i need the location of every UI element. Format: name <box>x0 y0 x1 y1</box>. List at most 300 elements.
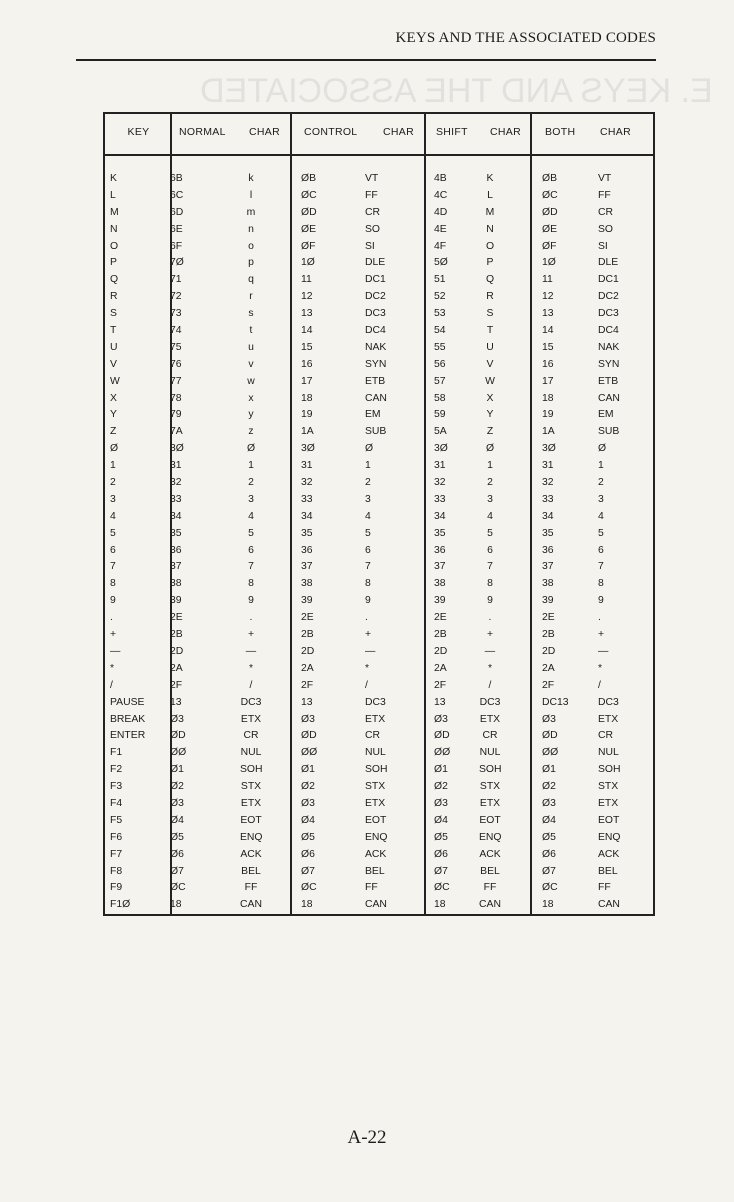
table-header <box>105 114 653 156</box>
cell-normal-code: 2B <box>170 629 183 641</box>
cell-control-char: DC2 <box>365 291 386 303</box>
cell-key: BREAK <box>110 713 146 725</box>
cell-shift-char: K <box>486 173 494 184</box>
cell-normal-code: 74 <box>170 325 182 337</box>
cell-shift-char: P <box>486 257 494 269</box>
cell-normal-code: 2A <box>170 662 183 674</box>
cell-shift-code: 5A <box>434 426 447 438</box>
cell-normal-char: ETX <box>240 797 262 809</box>
cell-control-code: Ø2 <box>301 781 315 793</box>
cell-normal-code: 79 <box>170 409 182 421</box>
cell-shift-code: 4D <box>434 206 448 218</box>
cell-normal-code: ØC <box>170 882 186 894</box>
table-row <box>105 728 653 745</box>
cell-normal-char: FF <box>244 882 258 894</box>
cell-key: Q <box>110 274 119 286</box>
cell-both-char: STX <box>598 781 619 793</box>
cell-control-char: SO <box>365 223 381 235</box>
cell-both-char: DC1 <box>598 274 619 286</box>
cell-shift-code: 4B <box>434 173 447 184</box>
cell-control-char: ETB <box>365 375 386 387</box>
cell-normal-char: CAN <box>240 899 262 911</box>
cell-key: 8 <box>110 578 116 590</box>
cell-shift-code: 39 <box>434 595 446 607</box>
cell-shift-code: ØØ <box>434 747 451 759</box>
table-row <box>105 576 653 593</box>
cell-normal-char: n <box>248 223 254 235</box>
cell-normal-char: v <box>248 358 254 370</box>
cell-control-char: NAK <box>365 341 387 353</box>
cell-key: R <box>110 291 118 303</box>
cell-control-char: 8 <box>365 578 371 590</box>
cell-shift-char: T <box>486 325 494 337</box>
cell-key: F5 <box>110 814 123 826</box>
table-row <box>105 239 653 256</box>
cell-normal-code: 33 <box>170 493 182 505</box>
cell-control-code: 3Ø <box>301 443 315 455</box>
cell-both-char: BEL <box>598 865 618 877</box>
cell-both-char: Ø <box>598 443 607 455</box>
cell-control-code: 37 <box>301 561 313 573</box>
cell-shift-char: S <box>486 308 494 320</box>
cell-normal-code: 72 <box>170 291 182 303</box>
cell-normal-code: Ø1 <box>170 764 184 776</box>
cell-normal-code: Ø3 <box>170 713 184 725</box>
table-row <box>105 796 653 813</box>
cell-control-char: — <box>365 645 376 657</box>
cell-normal-char: ETX <box>240 713 262 725</box>
cell-both-char: 4 <box>598 510 604 522</box>
cell-both-char: / <box>598 679 601 691</box>
cell-both-code: ØC <box>542 882 558 894</box>
cell-normal-char: y <box>248 409 254 421</box>
cell-shift-char: R <box>486 291 494 303</box>
cell-normal-code: 7Ø <box>170 257 184 269</box>
cell-normal-char: + <box>247 629 255 641</box>
cell-normal-code: ØØ <box>170 747 187 759</box>
cell-shift-code: 2D <box>434 645 448 657</box>
cell-shift-char: 6 <box>487 544 493 556</box>
cell-control-char: / <box>365 679 368 691</box>
cell-both-code: ØE <box>542 223 558 235</box>
cell-control-char: * <box>365 662 370 674</box>
table-row <box>105 779 653 796</box>
cell-both-code: 13 <box>542 308 554 320</box>
cell-control-code: 2B <box>301 629 314 641</box>
cell-shift-code: 18 <box>434 899 446 911</box>
cell-key: 7 <box>110 561 116 573</box>
cell-shift-char: Q <box>485 274 495 286</box>
table-row <box>105 864 653 881</box>
cell-control-char: STX <box>365 781 386 793</box>
cell-normal-char: 3 <box>248 493 254 505</box>
cell-normal-code: 34 <box>170 510 182 522</box>
table-row <box>105 458 653 475</box>
table-row <box>105 424 653 441</box>
cell-normal-char: STX <box>240 781 262 793</box>
cell-shift-char: Ø <box>485 443 495 455</box>
cell-control-code: 19 <box>301 409 313 421</box>
table-row <box>105 813 653 830</box>
cell-key: F9 <box>110 882 123 894</box>
cell-both-char: CAN <box>598 899 620 911</box>
cell-both-code: 38 <box>542 578 554 590</box>
cell-both-code: 16 <box>542 358 554 370</box>
cell-normal-code: 35 <box>170 527 182 539</box>
cell-both-char: SYN <box>598 358 620 370</box>
table-row <box>105 593 653 610</box>
cell-both-char: ENQ <box>598 831 621 843</box>
table-row <box>105 712 653 729</box>
cell-both-char: DC2 <box>598 291 619 303</box>
cell-key: * <box>110 662 115 674</box>
cell-both-code: Ø3 <box>542 797 556 809</box>
cell-shift-char: V <box>486 358 494 370</box>
cell-shift-char: EOT <box>479 814 501 826</box>
cell-both-code: Ø6 <box>542 848 556 860</box>
cell-normal-code: Ø3 <box>170 797 184 809</box>
cell-key: 6 <box>110 544 116 556</box>
cell-shift-code: 2B <box>434 629 447 641</box>
cell-control-char: ETX <box>365 797 386 809</box>
cell-shift-code: 38 <box>434 578 446 590</box>
cell-control-char: SUB <box>365 426 387 438</box>
cell-shift-char: STX <box>479 781 501 793</box>
cell-normal-code: 37 <box>170 561 182 573</box>
cell-control-code: ØC <box>301 189 317 201</box>
cell-both-code: ØF <box>542 240 557 252</box>
cell-key: P <box>110 257 117 269</box>
cell-shift-code: Ø4 <box>434 814 448 826</box>
cell-shift-code: 37 <box>434 561 446 573</box>
cell-control-code: 36 <box>301 544 313 556</box>
cell-both-char: ETX <box>598 713 619 725</box>
cell-shift-code: 4E <box>434 223 447 235</box>
column-header-normal-char: CHAR <box>249 126 280 138</box>
cell-both-char: + <box>598 629 605 641</box>
cell-shift-char: 7 <box>487 561 493 573</box>
table-row <box>105 306 653 323</box>
table-row <box>105 323 653 340</box>
cell-both-code: 14 <box>542 325 554 337</box>
cell-control-code: Ø5 <box>301 831 315 843</box>
cell-both-code: 15 <box>542 341 554 353</box>
cell-shift-char: M <box>485 206 495 218</box>
table-row <box>105 543 653 560</box>
cell-control-code: ØD <box>301 206 317 218</box>
cell-control-char: CAN <box>365 392 387 404</box>
cell-shift-char: X <box>486 392 494 404</box>
cell-both-char: SO <box>598 223 614 235</box>
cell-control-char: DC3 <box>365 308 386 320</box>
cell-control-code: 18 <box>301 899 313 911</box>
cell-both-char: FF <box>598 189 611 201</box>
cell-control-code: 18 <box>301 392 313 404</box>
cell-shift-char: 8 <box>487 578 493 590</box>
cell-both-code: 2E <box>542 612 555 624</box>
cell-shift-char: 9 <box>487 595 493 607</box>
key-code-table <box>103 112 655 916</box>
cell-normal-char: Ø <box>246 443 256 455</box>
table-row <box>105 695 653 712</box>
cell-both-char: FF <box>598 882 611 894</box>
cell-key: 4 <box>110 510 116 522</box>
cell-control-code: Ø1 <box>301 764 315 776</box>
table-row <box>105 610 653 627</box>
cell-control-code: 12 <box>301 291 313 303</box>
cell-both-code: 2D <box>542 645 556 657</box>
cell-normal-code: 18 <box>170 899 182 911</box>
cell-normal-code: 7A <box>170 426 183 438</box>
cell-shift-code: 33 <box>434 493 446 505</box>
cell-both-code: ØC <box>542 189 558 201</box>
cell-control-code: 2E <box>301 612 314 624</box>
table-row <box>105 441 653 458</box>
cell-both-code: 34 <box>542 510 554 522</box>
cell-control-char: SOH <box>365 764 388 776</box>
cell-both-code: 2F <box>542 679 555 691</box>
cell-control-char: ACK <box>365 848 387 860</box>
cell-control-char: + <box>365 629 372 641</box>
cell-both-char: * <box>598 662 603 674</box>
cell-normal-code: 3Ø <box>170 443 184 455</box>
cell-shift-code: Ø3 <box>434 797 448 809</box>
table-row <box>105 559 653 576</box>
cell-control-char: DLE <box>365 257 386 269</box>
cell-key: F6 <box>110 831 123 843</box>
cell-control-code: Ø3 <box>301 713 315 725</box>
cell-normal-char: * <box>248 662 254 674</box>
cell-both-code: 17 <box>542 375 554 387</box>
cell-both-char: ACK <box>598 848 620 860</box>
table-row <box>105 171 653 188</box>
cell-shift-code: Ø6 <box>434 848 448 860</box>
cell-both-code: ØD <box>542 206 558 218</box>
column-header-key: KEY <box>127 126 150 138</box>
cell-control-code: ØØ <box>301 747 318 759</box>
table-row <box>105 289 653 306</box>
cell-shift-code: 53 <box>434 308 446 320</box>
cell-control-char: 2 <box>365 477 371 489</box>
cell-shift-char: . <box>488 612 492 624</box>
page-header: KEYS AND THE ASSOCIATED CODES <box>395 30 656 46</box>
cell-control-code: ØD <box>301 730 317 742</box>
cell-both-code: Ø3 <box>542 713 556 725</box>
cell-control-char: DC4 <box>365 325 386 337</box>
cell-control-char: 3 <box>365 493 371 505</box>
cell-both-code: Ø2 <box>542 781 556 793</box>
cell-normal-char: . <box>249 612 253 624</box>
cell-control-code: 14 <box>301 325 313 337</box>
cell-key: Ø <box>110 443 119 455</box>
cell-both-code: 35 <box>542 527 554 539</box>
cell-both-code: DC13 <box>542 696 569 708</box>
cell-both-code: 36 <box>542 544 554 556</box>
cell-both-char: CAN <box>598 392 620 404</box>
cell-normal-code: 2F <box>170 679 183 691</box>
cell-both-code: 2A <box>542 662 555 674</box>
cell-both-code: Ø7 <box>542 865 556 877</box>
cell-control-char: CR <box>365 206 381 218</box>
cell-normal-code: 39 <box>170 595 182 607</box>
cell-normal-char: 8 <box>248 578 254 590</box>
cell-both-char: VT <box>598 173 612 184</box>
cell-control-code: 13 <box>301 308 313 320</box>
cell-normal-char: EOT <box>240 814 262 826</box>
cell-both-char: . <box>598 612 601 624</box>
cell-normal-char: 1 <box>248 460 254 472</box>
cell-shift-char: Z <box>486 426 494 438</box>
cell-control-code: ØF <box>301 240 316 252</box>
cell-shift-char: SOH <box>479 764 502 776</box>
cell-control-code: Ø4 <box>301 814 315 826</box>
cell-control-char: DC1 <box>365 274 386 286</box>
cell-both-code: 3Ø <box>542 443 556 455</box>
cell-both-code: 18 <box>542 392 554 404</box>
cell-control-char: SI <box>365 240 375 252</box>
table-body <box>105 171 653 914</box>
cell-both-char: NAK <box>598 341 620 353</box>
table-row <box>105 509 653 526</box>
cell-normal-char: — <box>245 645 257 657</box>
cell-shift-code: 54 <box>434 325 446 337</box>
cell-both-code: 1A <box>542 426 555 438</box>
cell-control-code: 17 <box>301 375 313 387</box>
cell-both-code: ØB <box>542 173 558 184</box>
cell-normal-code: 38 <box>170 578 182 590</box>
cell-control-char: BEL <box>365 865 385 877</box>
table-row <box>105 188 653 205</box>
table-row <box>105 745 653 762</box>
cell-control-char: 6 <box>365 544 371 556</box>
cell-normal-char: 2 <box>248 477 254 489</box>
cell-key: F1Ø <box>110 899 131 911</box>
cell-control-char: SYN <box>365 358 387 370</box>
table-row <box>105 661 653 678</box>
cell-shift-code: Ø2 <box>434 781 448 793</box>
cell-normal-char: t <box>249 325 253 337</box>
cell-shift-char: 2 <box>487 477 493 489</box>
cell-shift-code: 4C <box>434 189 448 201</box>
cell-normal-code: 75 <box>170 341 182 353</box>
cell-both-code: 11 <box>542 274 553 286</box>
cell-both-code: 33 <box>542 493 554 505</box>
cell-normal-code: 13 <box>170 696 182 708</box>
cell-both-char: CR <box>598 206 614 218</box>
cell-shift-code: 4F <box>434 240 447 252</box>
cell-both-char: NUL <box>598 747 619 759</box>
cell-control-code: ØC <box>301 882 317 894</box>
cell-normal-char: ENQ <box>240 831 263 843</box>
cell-shift-code: 56 <box>434 358 446 370</box>
cell-both-char: — <box>598 645 609 657</box>
cell-both-code: Ø1 <box>542 764 556 776</box>
cell-both-code: 12 <box>542 291 554 303</box>
table-row <box>105 272 653 289</box>
cell-normal-char: u <box>248 341 254 353</box>
cell-normal-char: / <box>249 679 253 691</box>
cell-control-char: CR <box>365 730 381 742</box>
cell-normal-char: o <box>248 240 254 252</box>
cell-normal-char: s <box>248 308 254 320</box>
cell-control-code: Ø7 <box>301 865 315 877</box>
cell-key: / <box>110 679 113 691</box>
cell-control-code: 2D <box>301 645 315 657</box>
cell-normal-char: 5 <box>248 527 254 539</box>
column-header-shift: SHIFT <box>436 126 468 138</box>
table-row <box>105 374 653 391</box>
cell-shift-char: L <box>487 189 493 201</box>
cell-shift-char: Y <box>486 409 494 421</box>
cell-both-code: 2B <box>542 629 555 641</box>
cell-shift-char: ETX <box>479 797 501 809</box>
cell-shift-char: CAN <box>479 899 501 911</box>
table-row <box>105 678 653 695</box>
cell-shift-code: 13 <box>434 696 446 708</box>
cell-control-char: 1 <box>365 460 371 472</box>
cell-shift-char: W <box>485 375 495 387</box>
column-header-both-char: CHAR <box>600 126 631 138</box>
cell-shift-code: 59 <box>434 409 446 421</box>
cell-both-char: SI <box>598 240 608 252</box>
cell-key: X <box>110 392 117 404</box>
cell-control-char: DC3 <box>365 696 386 708</box>
cell-control-code: 13 <box>301 696 313 708</box>
cell-both-code: Ø5 <box>542 831 556 843</box>
cell-shift-char: — <box>484 645 496 657</box>
cell-shift-char: O <box>485 240 495 252</box>
cell-key: Z <box>110 426 117 438</box>
cell-normal-code: 76 <box>170 358 182 370</box>
cell-shift-char: BEL <box>480 865 500 877</box>
cell-control-code: ØB <box>301 173 317 184</box>
cell-control-char: 7 <box>365 561 371 573</box>
cell-shift-code: 58 <box>434 392 446 404</box>
cell-normal-char: r <box>249 291 253 303</box>
column-header-control: CONTROL <box>304 126 358 138</box>
column-header-control-char: CHAR <box>383 126 414 138</box>
cell-control-char: ETX <box>365 713 386 725</box>
cell-normal-code: Ø4 <box>170 814 184 826</box>
cell-control-code: Ø3 <box>301 797 315 809</box>
cell-both-char: DLE <box>598 257 619 269</box>
table-row <box>105 340 653 357</box>
cell-normal-code: 6B <box>170 173 183 184</box>
cell-both-code: 37 <box>542 561 554 573</box>
cell-control-code: 15 <box>301 341 313 353</box>
header-rule <box>76 59 656 61</box>
cell-both-code: 32 <box>542 477 554 489</box>
cell-shift-code: 36 <box>434 544 446 556</box>
cell-normal-char: w <box>247 375 255 387</box>
table-row <box>105 205 653 222</box>
page-number: A-22 <box>347 1127 387 1148</box>
table-row <box>105 830 653 847</box>
cell-normal-code: 6D <box>170 206 184 218</box>
cell-normal-code: Ø2 <box>170 781 184 793</box>
cell-control-code: 11 <box>301 274 312 286</box>
cell-normal-char: SOH <box>240 764 263 776</box>
cell-shift-code: 2F <box>434 679 447 691</box>
cell-normal-char: ACK <box>240 848 262 860</box>
cell-normal-code: 71 <box>170 274 182 286</box>
cell-both-code: 19 <box>542 409 554 421</box>
cell-normal-char: 6 <box>248 544 254 556</box>
column-header-shift-char: CHAR <box>490 126 521 138</box>
cell-key: K <box>110 173 117 184</box>
cell-normal-char: m <box>246 206 256 218</box>
cell-control-char: EOT <box>365 814 387 826</box>
